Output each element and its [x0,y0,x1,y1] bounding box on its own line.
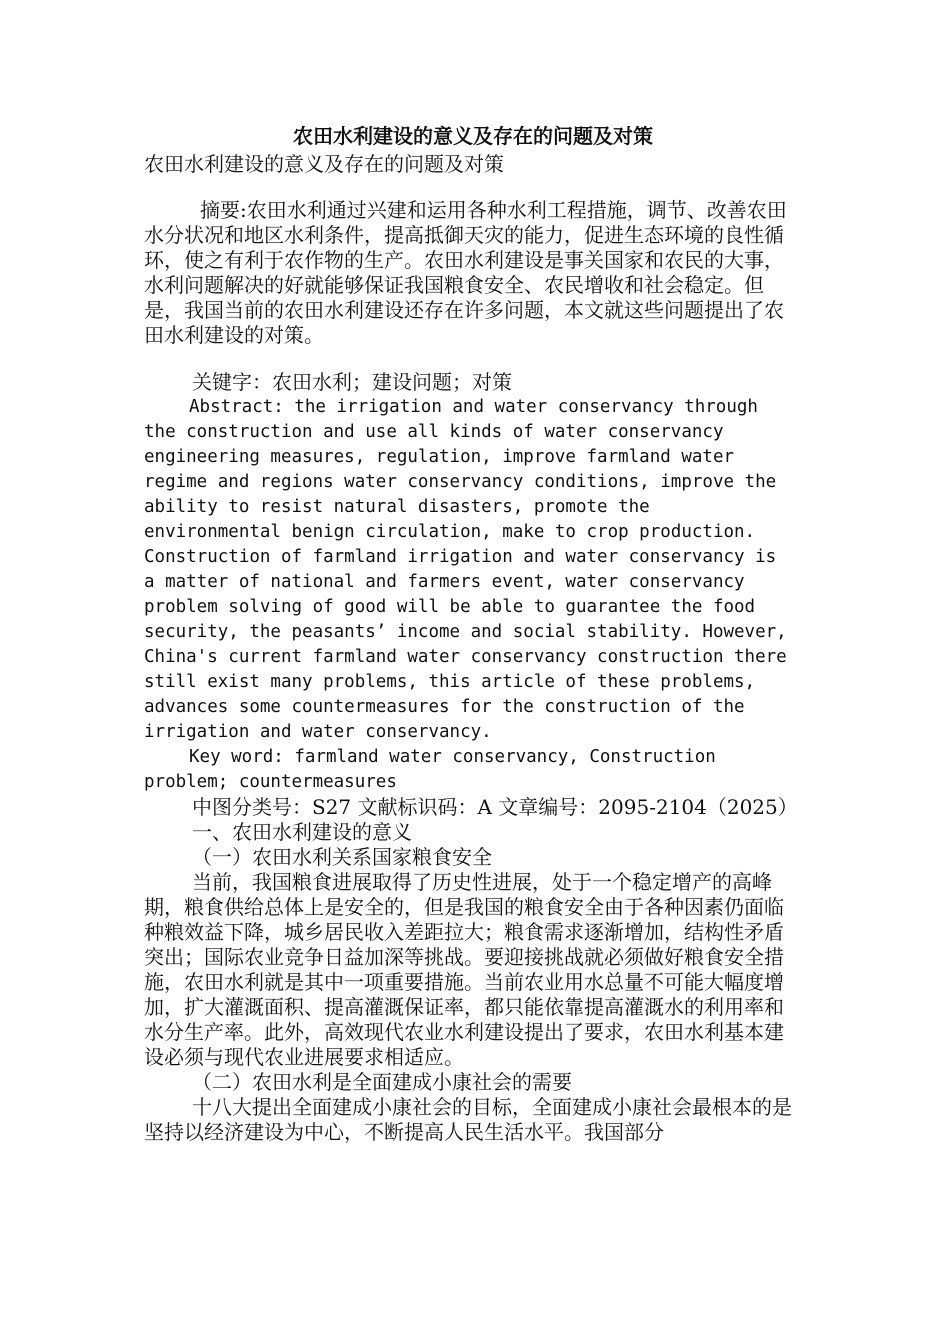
document-subtitle: 农田水利建设的意义及存在的问题及对策 [144,152,504,176]
classification-line: 中图分类号：S27 文献标识码：A 文章编号：2095-2104（2025） [192,795,798,819]
section-heading-1-1: （一）农田水利关系国家粮食安全 [192,845,492,869]
section-heading-1: 一、农田水利建设的意义 [192,820,412,844]
abstract-zh: 摘要:农田水利通过兴建和运用各种水利工程措施，调节、改善农田水分状况和地区水利条件，提高抵御天灾的能力，促进生态环境的良性循环，使之有利于农作物的生产。农田水利建设是事关国家和农民的大事，水利问题解决的好就能够保证我国粮食安全、农民增收和社会稳定。但是，我国当前的农田水利建设还存在许多问题，本文就这些问题提出了农田水利建设的对策。 [144,198,787,347]
section-heading-1-2: （二）农田水利是全面建成小康社会的需要 [192,1070,572,1094]
keywords-zh: 关键字：农田水利；建设问题；对策 [192,370,512,394]
keywords-en: Key word: farmland water conservancy, Construction problem; countermeasures [144,747,716,792]
section-1-1-body: 当前，我国粮食进展取得了历史性进展，处于一个稳定增产的高峰期，粮食供给总体上是安全的，但是我国的粮食安全由于各种因素仍面临种粮效益下降，城乡居民收入差距拉大；粮食需求逐渐增加，结构性矛盾突出；国际农业竞争日益加深等挑战。要迎接挑战就必须做好粮食安全措施，农田水利就是其中一项重要措施。当前农业用水总量不可能大幅度增加，扩大灌溉面积、提高灌溉保证率，都只能依靠提高灌溉水的利用率和水分生产率。此外，高效现代农业水利建设提出了要求，农田水利基本建设必须与现代农业进展要求相适应。 [144,870,784,1069]
section-1-2-body: 十八大提出全面建成小康社会的目标，全面建成小康社会最根本的是坚持以经济建设为中心，不断提高人民生活水平。我国部分 [144,1095,792,1144]
document-title: 农田水利建设的意义及存在的问题及对策 [293,124,653,148]
abstract-en: Abstract: the irrigation and water conservancy through the construction and use all kinds of water conservancy engineering measures, regulation, improve farmland water regime and regions water conservancy conditions, improve the ability to resist natural disasters, promote the environmental benign circulation, make to crop production. Construction of farmland irrigation and water conservancy is a matter of national and farmers event, water conservancy problem solving of good will be able to guarantee the food security, the peasants’ income and social stability. However, China's current farmland water conservancy construction there still exist many problems, this article of these problems, advances some countermeasures for the construction of the irrigation and water conservancy. [144,397,787,742]
blank-line [144,348,794,370]
document-body [144,122,798,1145]
